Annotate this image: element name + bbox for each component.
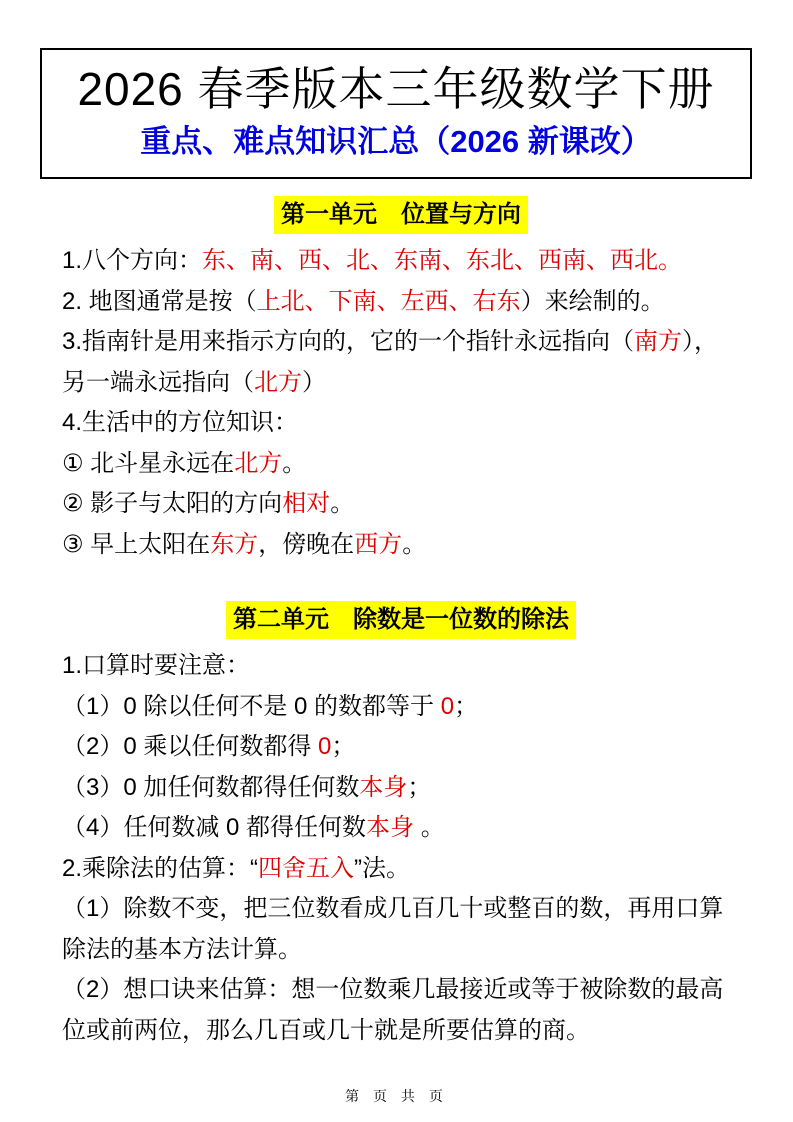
document-title: 2026 春季版本三年级数学下册 (77, 63, 715, 115)
text-segment: ② 影子与太阳的方向 (62, 490, 283, 517)
paragraph (62, 646, 740, 687)
paragraph (62, 322, 740, 403)
text-segment: 。 (330, 490, 355, 517)
paragraph (62, 727, 740, 768)
text-segment: ），另一端永远指向（ (62, 328, 719, 396)
paragraph (62, 525, 740, 566)
highlighted-term: 0 (318, 733, 332, 760)
highlighted-term: 北方 (234, 449, 283, 477)
text-segment: （2）0 乘以任何数都得 (62, 733, 319, 760)
text-segment: （1）除数不变，把三位数看成几百几十或整百的数，再用口算除法的基本方法计算。 (62, 895, 724, 963)
section-heading: 第一单元 位置与方向 (274, 196, 528, 234)
title-box (40, 48, 752, 179)
section-heading: 第二单元 除数是一位数的除法 (226, 601, 576, 639)
text-segment: ） (302, 368, 326, 396)
content-section-2 (62, 601, 740, 1051)
highlighted-term: 东方 (210, 530, 259, 558)
content-section-1 (62, 196, 740, 565)
document-body (62, 196, 740, 1051)
text-segment: 2.乘除法的估算：“ (62, 854, 259, 882)
page-footer: 第 页 共 页 (345, 1088, 448, 1104)
highlighted-term: 上北、下南、左西、右东 (256, 287, 521, 315)
text-segment: 1.八个方向： (62, 247, 203, 274)
highlighted-term: 本身 (359, 773, 408, 801)
highlighted-term: 相对 (282, 490, 331, 517)
highlighted-term: 北方 (254, 368, 302, 396)
text-segment: （1）0 除以任何不是 0 的数都等于 (62, 692, 441, 720)
text-segment: 4.生活中的方位知识： (62, 409, 299, 436)
highlighted-term: 四舍五入 (258, 854, 355, 882)
text-segment: ）来绘制的。 (520, 287, 665, 315)
paragraph (62, 403, 740, 444)
text-segment: ； (454, 692, 479, 720)
text-segment: ③ 早上太阳在 (62, 530, 211, 558)
paragraph (62, 282, 740, 323)
paragraph (62, 970, 740, 1051)
highlighted-term: 东、南、西、北、东南、东北、西南、西北。 (202, 247, 683, 274)
text-segment: ； (407, 773, 432, 801)
paragraph (62, 484, 740, 525)
text-segment: ① 北斗星永远在 (62, 449, 235, 477)
paragraph (62, 687, 740, 728)
paragraph (62, 444, 740, 485)
paragraph (62, 889, 740, 970)
paragraph (62, 768, 740, 809)
text-segment: 2. 地图通常是按（ (62, 287, 257, 315)
text-segment: ”法。 (354, 854, 411, 882)
section-heading-row (62, 196, 740, 234)
text-segment: 。 (414, 814, 445, 841)
paragraph (62, 808, 740, 849)
text-segment: 。 (282, 449, 307, 477)
highlighted-term: 本身 (366, 814, 415, 841)
text-segment: （3）0 加任何数都得任何数 (62, 773, 360, 801)
paragraph (62, 241, 740, 282)
highlighted-term: 南方 (634, 328, 683, 355)
text-segment: 。 (402, 530, 427, 558)
document-subtitle: 重点、难点知识汇总（2026 新课改） (140, 124, 652, 159)
text-segment: （2）想口诀来估算：想一位数乘几最接近或等于被除数的最高位或前两位，那么几百或几十就是所要估算的商。 (62, 976, 724, 1044)
text-segment: 1.口算时要注意： (62, 652, 251, 679)
section-heading-row (62, 601, 740, 639)
highlighted-term: 西方 (354, 530, 403, 558)
text-segment: ； (331, 733, 356, 760)
paragraph (62, 849, 740, 890)
highlighted-term: 0 (440, 692, 455, 720)
text-segment: （4）任何数减 0 都得任何数 (62, 814, 367, 841)
text-segment: 3.指南针是用来指示方向的，它的一个指针永远指向（ (62, 328, 635, 355)
text-segment: ，傍晚在 (258, 530, 355, 558)
